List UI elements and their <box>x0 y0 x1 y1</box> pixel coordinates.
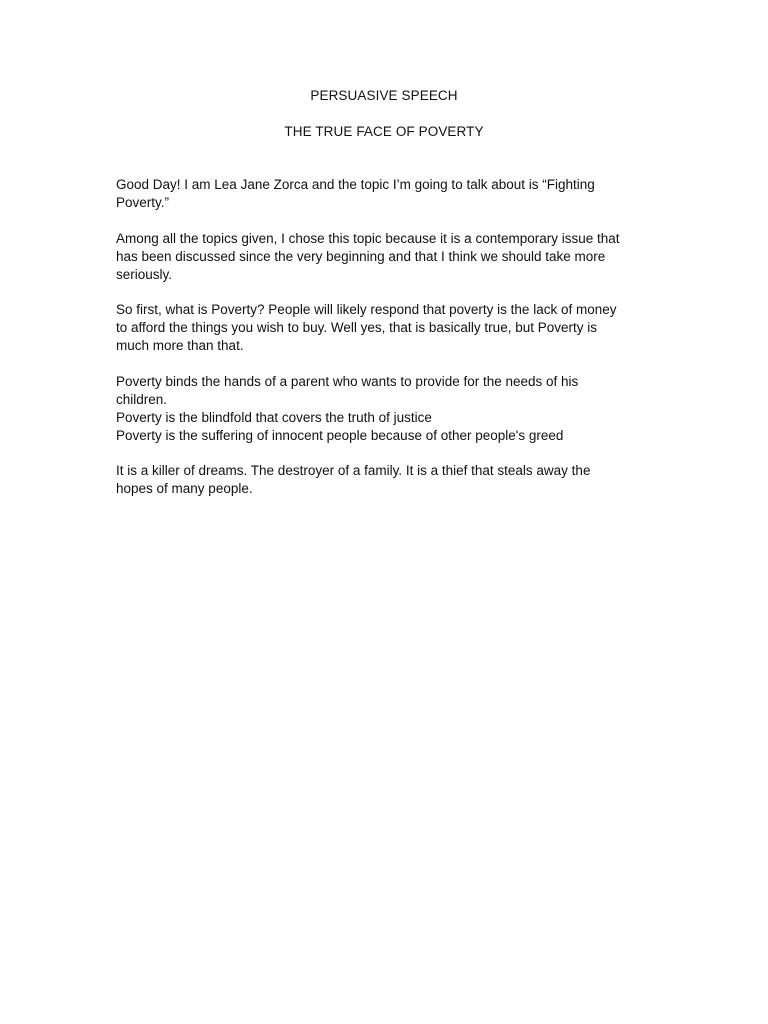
text-line: It is a killer of dreams. The destroyer of a family. It is a thief that steals away the <box>116 463 591 478</box>
document-body <box>116 176 661 516</box>
paragraph-conclusion <box>116 462 661 498</box>
paragraph-topic-choice <box>116 230 661 284</box>
document-subtitle: THE TRUE FACE OF POVERTY <box>284 124 484 139</box>
text-line: Poverty.” <box>116 195 170 210</box>
text-line: to afford the things you wish to buy. Well yes, that is basically true, but Poverty is <box>116 320 597 335</box>
text-line: children. <box>116 391 168 407</box>
text-line: Poverty is the blindfold that covers the truth of justice <box>116 409 432 425</box>
paragraph-introduction <box>116 176 661 212</box>
text-line: Among all the topics given, I chose this topic because it is a contemporary issue that <box>116 230 620 246</box>
text-line: Good Day! I am Lea Jane Zorca and the topic I’m going to talk about is “Fighting <box>116 177 595 192</box>
paragraph-poverty-effects <box>116 373 661 445</box>
text-line: hopes of many people. <box>116 481 253 496</box>
paragraph-definition <box>116 301 661 355</box>
text-line: much more than that. <box>116 338 244 353</box>
text-line: seriously. <box>116 266 173 282</box>
text-line: Poverty is the suffering of innocent people because of other people's greed <box>116 427 564 443</box>
text-line: has been discussed since the very beginning and that I think we should take more <box>116 248 606 264</box>
document-title: PERSUASIVE SPEECH <box>310 88 458 103</box>
text-line: So first, what is Poverty? People will likely respond that poverty is the lack of money <box>116 302 617 317</box>
text-line: Poverty binds the hands of a parent who wants to provide for the needs of his <box>116 373 579 389</box>
